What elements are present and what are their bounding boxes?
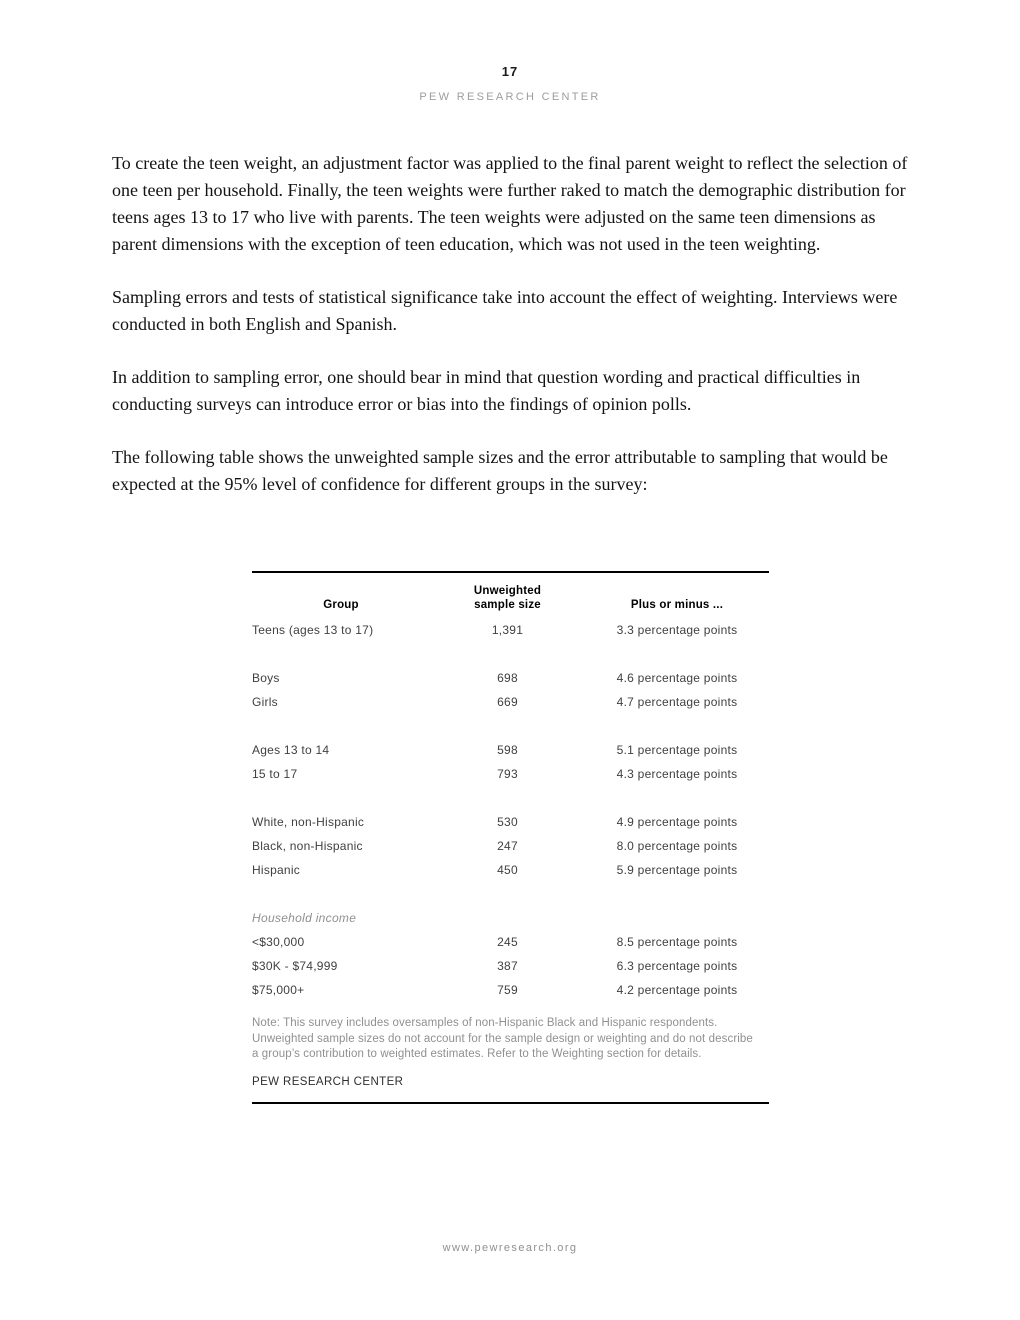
header-sample-size-line2: sample size bbox=[474, 599, 541, 611]
paragraph-sampling-errors: Sampling errors and tests of statistical significance take into account the effect of weighting. Interviews were conducted in both English and Spanish. bbox=[112, 287, 898, 334]
row-sample-size: 698 bbox=[497, 671, 518, 685]
row-moe: 4.7 percentage points bbox=[616, 695, 738, 709]
row-moe: 6.3 percentage points bbox=[616, 959, 738, 973]
header-sample-size-line1: Unweighted bbox=[473, 585, 542, 597]
table-header-row bbox=[252, 584, 769, 612]
row-moe: 4.6 percentage points bbox=[616, 671, 738, 685]
row-group: <$30,000 bbox=[252, 935, 305, 949]
row-sample-size: 759 bbox=[497, 983, 518, 997]
row-moe: 5.9 percentage points bbox=[616, 863, 738, 877]
row-group: Hispanic bbox=[252, 863, 301, 877]
table-note: Note: This survey includes oversamples of non-Hispanic Black and Hispanic respondents. Unweighted sample sizes do not account for the sample design or weighting and do not describe a group’s contribution to weighted estimates. Refer to the Weighting section for details. bbox=[252, 1017, 753, 1060]
row-sample-size: 1,391 bbox=[491, 623, 524, 637]
row-moe: 4.3 percentage points bbox=[616, 767, 738, 781]
table-row bbox=[252, 666, 769, 690]
sample-size-table bbox=[252, 571, 769, 1104]
row-moe: 5.1 percentage points bbox=[616, 743, 738, 757]
table-section-income bbox=[252, 906, 769, 1002]
row-group: $30K - $74,999 bbox=[252, 959, 338, 973]
header-plus-minus: Plus or minus ... bbox=[630, 599, 724, 611]
row-sample-size: 793 bbox=[497, 767, 518, 781]
header-group: Group bbox=[323, 599, 359, 611]
paragraph-table-intro: The following table shows the unweighted sample sizes and the error attributable to sampling that would be expected at the 95% level of confidence for different groups in the survey: bbox=[112, 447, 888, 494]
table-row bbox=[252, 762, 769, 786]
row-group: 15 to 17 bbox=[252, 767, 298, 781]
row-sample-size: 530 bbox=[497, 815, 518, 829]
row-group: $75,000+ bbox=[252, 983, 305, 997]
table-row bbox=[252, 690, 769, 714]
paragraph-weighting: To create the teen weight, an adjustment factor was applied to the final parent weight to reflect the selection of one teen per household. Finally, the teen weights were further raked to match the demographic distribution for teens ages 13 to 17 who live with parents. The teen weights were adjusted on the same teen dimensions as parent dimensions with the exception of teen education, which was not used in the teen weighting. bbox=[112, 153, 908, 254]
table-row bbox=[252, 930, 769, 954]
header-sample-size bbox=[430, 584, 585, 612]
section-label-household-income: Household income bbox=[252, 911, 357, 925]
row-sample-size: 450 bbox=[497, 863, 518, 877]
brand-header: PEW RESEARCH CENTER bbox=[419, 91, 601, 103]
row-sample-size: 669 bbox=[497, 695, 518, 709]
row-moe: 3.3 percentage points bbox=[616, 623, 738, 637]
row-sample-size: 247 bbox=[497, 839, 518, 853]
body-text bbox=[112, 150, 908, 524]
row-group: Teens (ages 13 to 17) bbox=[252, 623, 374, 637]
row-sample-size: 598 bbox=[497, 743, 518, 757]
table-row bbox=[252, 954, 769, 978]
row-moe: 4.9 percentage points bbox=[616, 815, 738, 829]
page-number: 17 bbox=[501, 64, 519, 79]
row-group: Girls bbox=[252, 695, 278, 709]
table-section-age bbox=[252, 738, 769, 786]
table-section-total bbox=[252, 618, 769, 642]
row-sample-size: 245 bbox=[497, 935, 518, 949]
page-header bbox=[0, 64, 1020, 103]
row-moe: 8.5 percentage points bbox=[616, 935, 738, 949]
footer-url: www.pewresearch.org bbox=[442, 1242, 578, 1254]
row-group: Ages 13 to 14 bbox=[252, 743, 330, 757]
table-row bbox=[252, 810, 769, 834]
table-row bbox=[252, 978, 769, 1002]
table-credit: PEW RESEARCH CENTER bbox=[252, 1075, 404, 1088]
table-section-race bbox=[252, 810, 769, 882]
row-moe: 8.0 percentage points bbox=[616, 839, 738, 853]
table-row bbox=[252, 738, 769, 762]
table-row bbox=[252, 834, 769, 858]
row-group: White, non-Hispanic bbox=[252, 815, 365, 829]
table-section-gender bbox=[252, 666, 769, 714]
paragraph-question-wording: In addition to sampling error, one should bear in mind that question wording and practical difficulties in conducting surveys can introduce error or bias into the findings of opinion polls. bbox=[112, 367, 861, 414]
row-group: Black, non-Hispanic bbox=[252, 839, 363, 853]
row-sample-size: 387 bbox=[497, 959, 518, 973]
row-group: Boys bbox=[252, 671, 280, 685]
row-moe: 4.2 percentage points bbox=[616, 983, 738, 997]
table-row bbox=[252, 858, 769, 882]
table-row bbox=[252, 618, 769, 642]
